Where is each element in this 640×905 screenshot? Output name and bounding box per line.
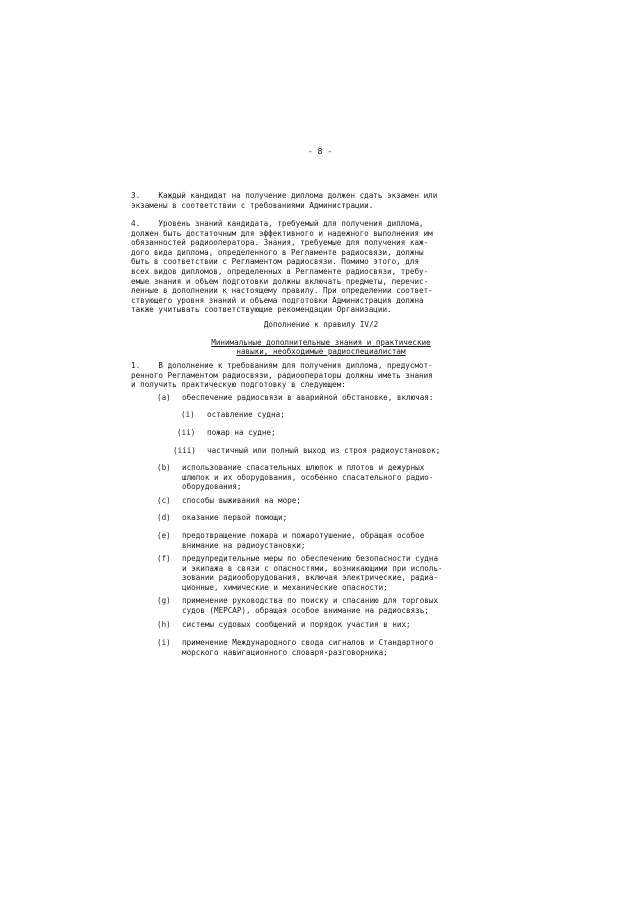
appendix-subtitle-line-2: навыки, необходимые радиоспециалистам [236, 347, 406, 356]
item-text: системы судовых сообщений и порядок участия в них; [182, 620, 411, 629]
paragraph-1: 1. В дополнение к требованиям для получения диплома, предусмот- ренного Регламентом радиосвязи, радиооператоры должны иметь знания и получить практическую подготовку в следующем: [131, 361, 433, 390]
appendix-subtitle: Минимальные дополнительные знания и практические [211, 338, 431, 347]
item-label: (c) [157, 496, 171, 505]
item-label: (g) [157, 596, 171, 605]
item-label: (i) [157, 638, 171, 647]
item-text: оказание первой помощи; [182, 513, 288, 522]
item-text: пожар на судне; [207, 428, 276, 437]
item-text: предупредительные меры по обеспечению безопасности судна и экипажа в связи с опасностями, возникающими при исполь- зовании радиооборудования, включая электрические, радиа- ционные, химические и механические опасности; [182, 554, 443, 592]
item-label: (b) [157, 463, 171, 472]
item-text: применение руководства по поиску и спасанию для торговых судов (МЕРСАР), обращая особое внимание на радиосвязь; [182, 596, 439, 615]
item-text: использование спасательных шлюпок и плотов и дежурных шлюпок и их оборудования, особенно спасательного радио- оборудования; [182, 463, 434, 492]
page-number: - 8 - [307, 147, 333, 156]
item-label: (iii) [173, 446, 196, 455]
item-label: (e) [157, 531, 171, 540]
item-label: (f) [157, 554, 171, 563]
item-label: (d) [157, 513, 171, 522]
item-text: предотвращение пожара и пожаротушение, обращая особое внимание на радиоустановки; [182, 531, 425, 550]
item-text: способы выживания на море; [182, 496, 301, 505]
item-label: (a) [157, 393, 171, 402]
item-label: (h) [157, 620, 171, 629]
item-label: (ii) [177, 428, 196, 437]
appendix-title: Дополнение к правилу IV/2 [263, 320, 379, 329]
item-text: частичный или полный выход из строя радиоустановок; [207, 446, 441, 455]
paragraph-4: 4. Уровень знаний кандидата, требуемый для получения диплома, должен быть достаточным для эффективного и надежного выполнения им обязанностей радиооператора. Знания, требуемые для получения каж- дого вида диплома, определенного в Регламенте радиосвязи, должны быть в соответствии с Регламентом радиосвязи. Помимо этого, для всех видов дипломов, определенных в Регламенте радиосвязи, требу- емые знания и объем подготовки должны включать предметы, перечис- ленные в дополнении к настоящему правилу. При определении соответ- ствующего уровня знаний и объема подготовки Администрация должна также учитывать соответствующие рекомендации Организации. [131, 219, 433, 315]
item-text: применение Международного свода сигналов и Стандартного морского навигационного словаря-разговорника; [182, 638, 434, 657]
item-text: оставление судна; [207, 410, 285, 419]
item-text: обеспечение радиосвязи в аварийной обстановке, включая: [182, 393, 434, 402]
item-label: (i) [181, 410, 195, 419]
paragraph-3: 3. Каждый кандидат на получение диплома должен сдать экзамен или экзамены в соответствии с требованиями Администрации. [131, 191, 438, 210]
